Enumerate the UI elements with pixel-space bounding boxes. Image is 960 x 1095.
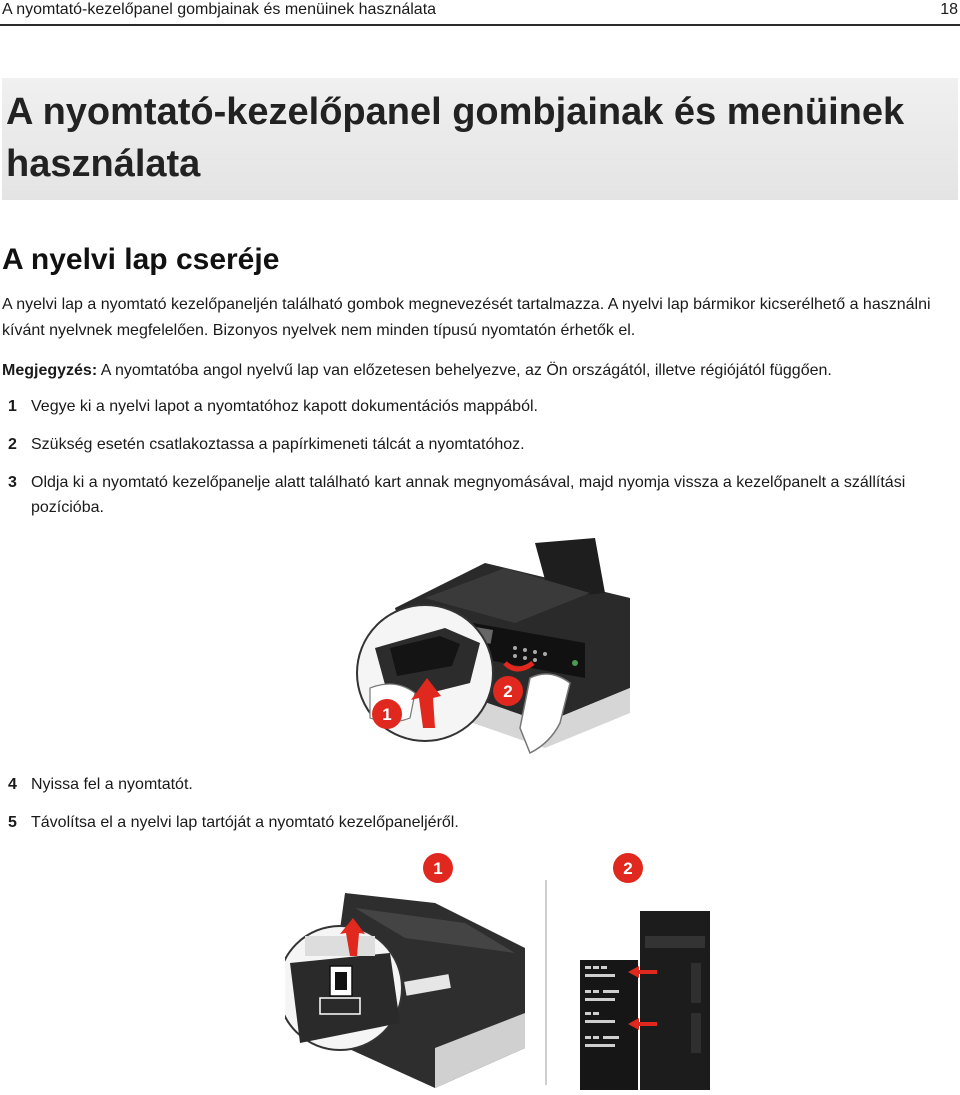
page-number: 18 [940,1,958,18]
step-3 [2,470,960,520]
step-2 [2,432,960,457]
note-text: A nyomtatóba angol nyelvű lap van előzetesen behelyezve, az Ön országától, illetve régiójától függően. [100,362,832,379]
chapter-title: A nyomtató-kezelőpanel gombjainak és menüinek használata [6,91,905,185]
running-header [0,0,960,26]
step-number: 4 [8,776,17,793]
intro-paragraph: A nyelvi lap a nyomtató kezelőpaneljén található gombok megnevezését tartalmazza. A nyelvi lap bármikor kicserélhető a használni kívánt nyelvnek megfelelően. Bizonyos nyelvek nem minden típusú nyomtatón érhetők el. [2,296,931,339]
step-text: Oldja ki a nyomtató kezelőpanelje alatt található kart annak megnyomásával, majd nyomja vissza a kezelőpanelt a szállítási pozícióba. [31,474,906,516]
callout-2-label: 2 [623,859,633,878]
step-text: Szükség esetén csatlakoztassa a papírkimeneti tálcát a nyomtatóhoz. [31,436,525,453]
figure-divider [545,880,547,1085]
step-text: Nyissa fel a nyomtatót. [31,776,193,793]
step-text: Vegye ki a nyelvi lapot a nyomtatóhoz kapott dokumentációs mappából. [31,398,538,415]
step-number: 5 [8,814,17,831]
callout-1-label: 1 [382,705,392,724]
step-4 [2,772,960,797]
step-number: 3 [8,474,17,491]
step-number: 2 [8,436,17,453]
section-title: A nyelvi lap cseréje [2,243,280,276]
step-1 [2,394,960,419]
note-label: Megjegyzés: [2,362,98,379]
step-5 [2,810,960,835]
step-number: 1 [8,398,17,415]
language-sheet [580,960,638,1090]
printer-control-panel-illustration [355,538,635,773]
callout-2-label: 2 [503,682,513,701]
language-sheet-holder-illustration [575,848,715,1090]
running-header-title: A nyomtató-kezelőpanel gombjainak és menüinek használata [2,1,437,18]
step-text: Távolítsa el a nyelvi lap tartóját a nyomtató kezelőpaneljéről. [31,814,459,831]
open-printer-illustration [285,848,530,1090]
callout-1-label: 1 [433,859,443,878]
note-paragraph [2,358,958,384]
